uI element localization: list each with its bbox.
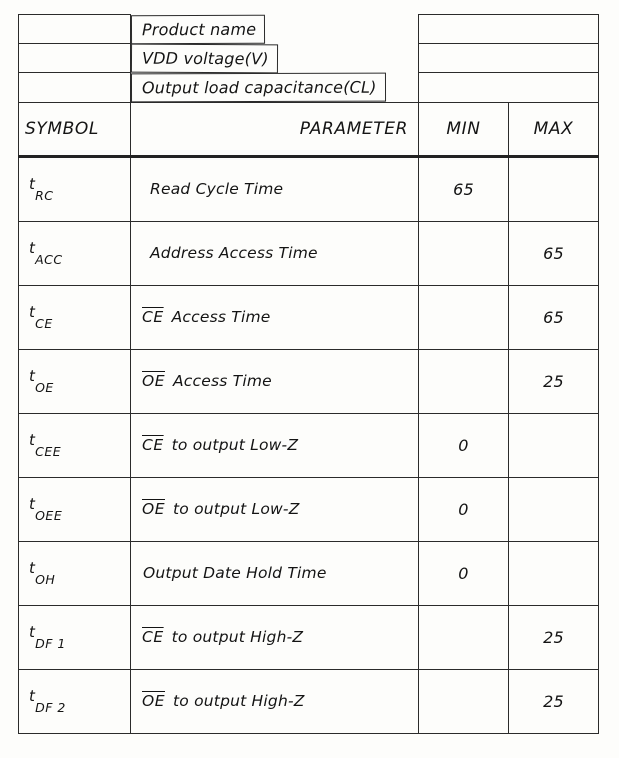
- column-header-max: MAX: [509, 102, 599, 156]
- symbol-lead: t: [29, 366, 36, 385]
- symbol-subscript: OH: [35, 572, 56, 588]
- meta-label-output-load-capacitance: Output load capacitance(CL): [131, 72, 386, 102]
- row-min-value: [419, 285, 509, 349]
- symbol-subscript: RC: [35, 188, 54, 204]
- row-parameter: [131, 285, 419, 349]
- parameter-text: Address Access Time: [150, 244, 318, 262]
- row-min-value: 0: [419, 413, 509, 477]
- symbol-lead: t: [29, 238, 36, 257]
- overline-signal: $\overline{CE}$: [142, 308, 164, 326]
- overline-signal: $\overline{CE}$: [142, 628, 164, 646]
- table-row: [19, 285, 599, 349]
- timing-spec-table: [18, 14, 599, 734]
- row-symbol: [19, 541, 131, 605]
- row-max-value: 25: [509, 669, 599, 733]
- row-max-value: [509, 541, 599, 605]
- symbol-lead: t: [29, 430, 36, 449]
- row-parameter: [131, 221, 419, 285]
- row-min-value: [419, 349, 509, 413]
- column-header-symbol: SYMBOL: [19, 102, 131, 156]
- symbol-subscript: OEE: [35, 508, 63, 524]
- symbol-lead: t: [29, 174, 36, 193]
- row-min-value: [419, 221, 509, 285]
- column-header-min: MIN: [419, 102, 509, 156]
- parameter-text: Output Date Hold Time: [143, 564, 327, 582]
- row-max-value: 65: [509, 285, 599, 349]
- overline-signal: $\overline{OE}$: [142, 500, 165, 518]
- row-symbol: [19, 349, 131, 413]
- symbol-lead: t: [29, 686, 36, 705]
- symbol-subscript: ACC: [35, 252, 63, 268]
- symbol-subscript: OE: [35, 380, 54, 396]
- row-symbol: [19, 221, 131, 285]
- column-header-parameter: PARAMETER: [131, 102, 419, 156]
- symbol-subscript: CEE: [35, 444, 62, 460]
- row-min-value: [419, 605, 509, 669]
- row-symbol: [19, 285, 131, 349]
- row-parameter: [131, 349, 419, 413]
- meta-symbol-blank: [19, 15, 131, 44]
- spec-table-container: [18, 14, 598, 744]
- symbol-lead: t: [29, 622, 36, 641]
- symbol-lead: t: [29, 558, 36, 577]
- symbol-lead: t: [29, 302, 36, 321]
- table-row: [19, 669, 599, 733]
- row-symbol: [19, 156, 131, 221]
- table-row-product-name: [19, 15, 599, 44]
- table-row-output-load-capacitance: [19, 73, 599, 103]
- table-row-vdd-voltage: [19, 44, 599, 73]
- row-parameter: [131, 413, 419, 477]
- meta-value-output-load-capacitance: [419, 73, 599, 103]
- row-symbol: [19, 477, 131, 541]
- table-row: [19, 349, 599, 413]
- row-min-value: 0: [419, 477, 509, 541]
- row-min-value: [419, 669, 509, 733]
- row-parameter: [131, 541, 419, 605]
- row-min-value: 65: [419, 156, 509, 221]
- row-max-value: [509, 156, 599, 221]
- table-row: [19, 605, 599, 669]
- overline-signal: $\overline{OE}$: [142, 692, 165, 710]
- meta-label-vdd-voltage: VDD voltage(V): [131, 43, 278, 73]
- row-symbol: [19, 605, 131, 669]
- symbol-subscript: DF 2: [35, 700, 66, 716]
- row-parameter: [131, 477, 419, 541]
- parameter-text: Access Time: [173, 372, 272, 390]
- meta-value-vdd-voltage: [419, 44, 599, 73]
- table-header-row: [19, 102, 599, 156]
- parameter-text: to output High-Z: [173, 692, 305, 710]
- meta-label-product-name: Product name: [131, 14, 265, 44]
- meta-symbol-blank: [19, 73, 131, 103]
- meta-symbol-blank: [19, 44, 131, 73]
- row-max-value: [509, 413, 599, 477]
- table-row: [19, 156, 599, 221]
- row-max-value: [509, 477, 599, 541]
- table-row: [19, 221, 599, 285]
- table-row: [19, 413, 599, 477]
- symbol-lead: t: [29, 494, 36, 513]
- parameter-text: to output Low-Z: [173, 500, 300, 518]
- row-max-value: 25: [509, 349, 599, 413]
- overline-signal: $\overline{CE}$: [142, 436, 164, 454]
- symbol-subscript: CE: [35, 316, 53, 332]
- parameter-text: to output Low-Z: [171, 436, 299, 454]
- row-parameter: [131, 669, 419, 733]
- parameter-text: Access Time: [171, 308, 271, 326]
- row-symbol: [19, 669, 131, 733]
- overline-signal: [141, 180, 143, 198]
- overline-signal: $\overline{OE}$: [142, 372, 165, 390]
- table-row: [19, 477, 599, 541]
- row-max-value: 25: [509, 605, 599, 669]
- row-parameter: [131, 156, 419, 221]
- meta-value-product-name: [419, 15, 599, 44]
- parameter-text: to output High-Z: [171, 628, 304, 646]
- row-symbol: [19, 413, 131, 477]
- table-row: [19, 541, 599, 605]
- parameter-text: Read Cycle Time: [150, 180, 284, 198]
- row-max-value: 65: [509, 221, 599, 285]
- row-parameter: [131, 605, 419, 669]
- row-min-value: 0: [419, 541, 509, 605]
- symbol-subscript: DF 1: [35, 636, 66, 652]
- overline-signal: [141, 244, 143, 262]
